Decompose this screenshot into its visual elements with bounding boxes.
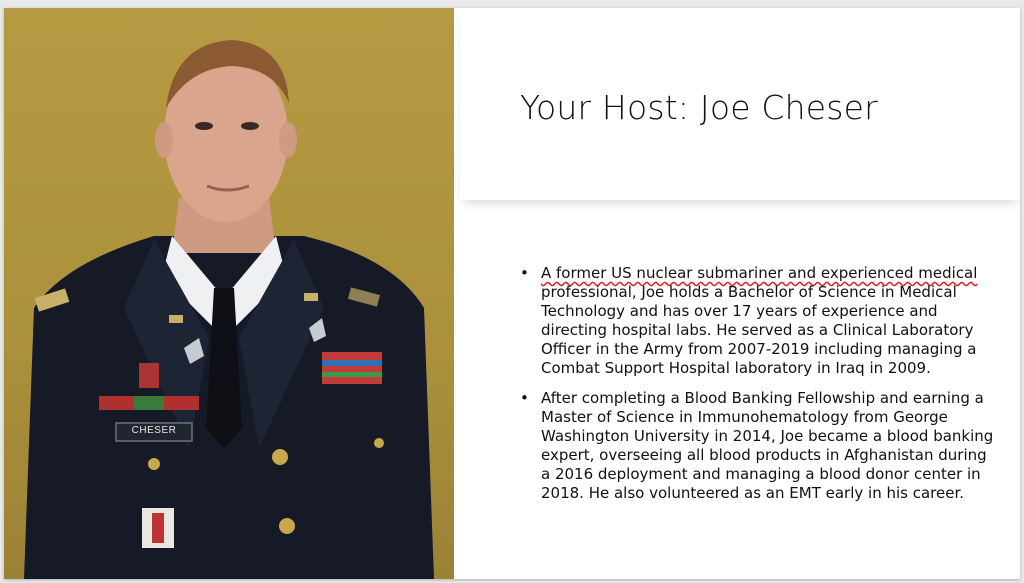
bullet-item xyxy=(516,264,996,378)
spellcheck-flagged-text: A former US nuclear submariner and experienced medical xyxy=(541,264,978,282)
bullet-item xyxy=(516,389,996,503)
bullet-icon: • xyxy=(520,389,529,407)
slide-title[interactable]: Your Host: Joe Cheser xyxy=(520,88,878,127)
bullet-text: professional, Joe holds a Bachelor of Science in Medical Technology and has over 17 years of experience and directing hospital labs. He served as a Clinical Laboratory Officer in the Army from 2007-2019 including managing a Combat Support Hospital laboratory in Iraq in 2009. xyxy=(541,283,977,377)
name-tag-label: CHESER xyxy=(131,425,177,436)
bullet-text: After completing a Blood Banking Fellowship and earning a Master of Science in Immunohematology from George Washington University in 2014, Joe became a blood banking expert, overseeing all blood products in Afghanistan during a 2016 deployment and managing a blood donor center in 2018. He also volunteered as an EMT early in his career. xyxy=(541,389,994,502)
bullet-icon: • xyxy=(520,264,529,282)
host-photo-illustration xyxy=(4,8,454,579)
slide xyxy=(4,8,1020,579)
bullet-list[interactable] xyxy=(516,264,996,514)
host-photo xyxy=(4,8,454,579)
